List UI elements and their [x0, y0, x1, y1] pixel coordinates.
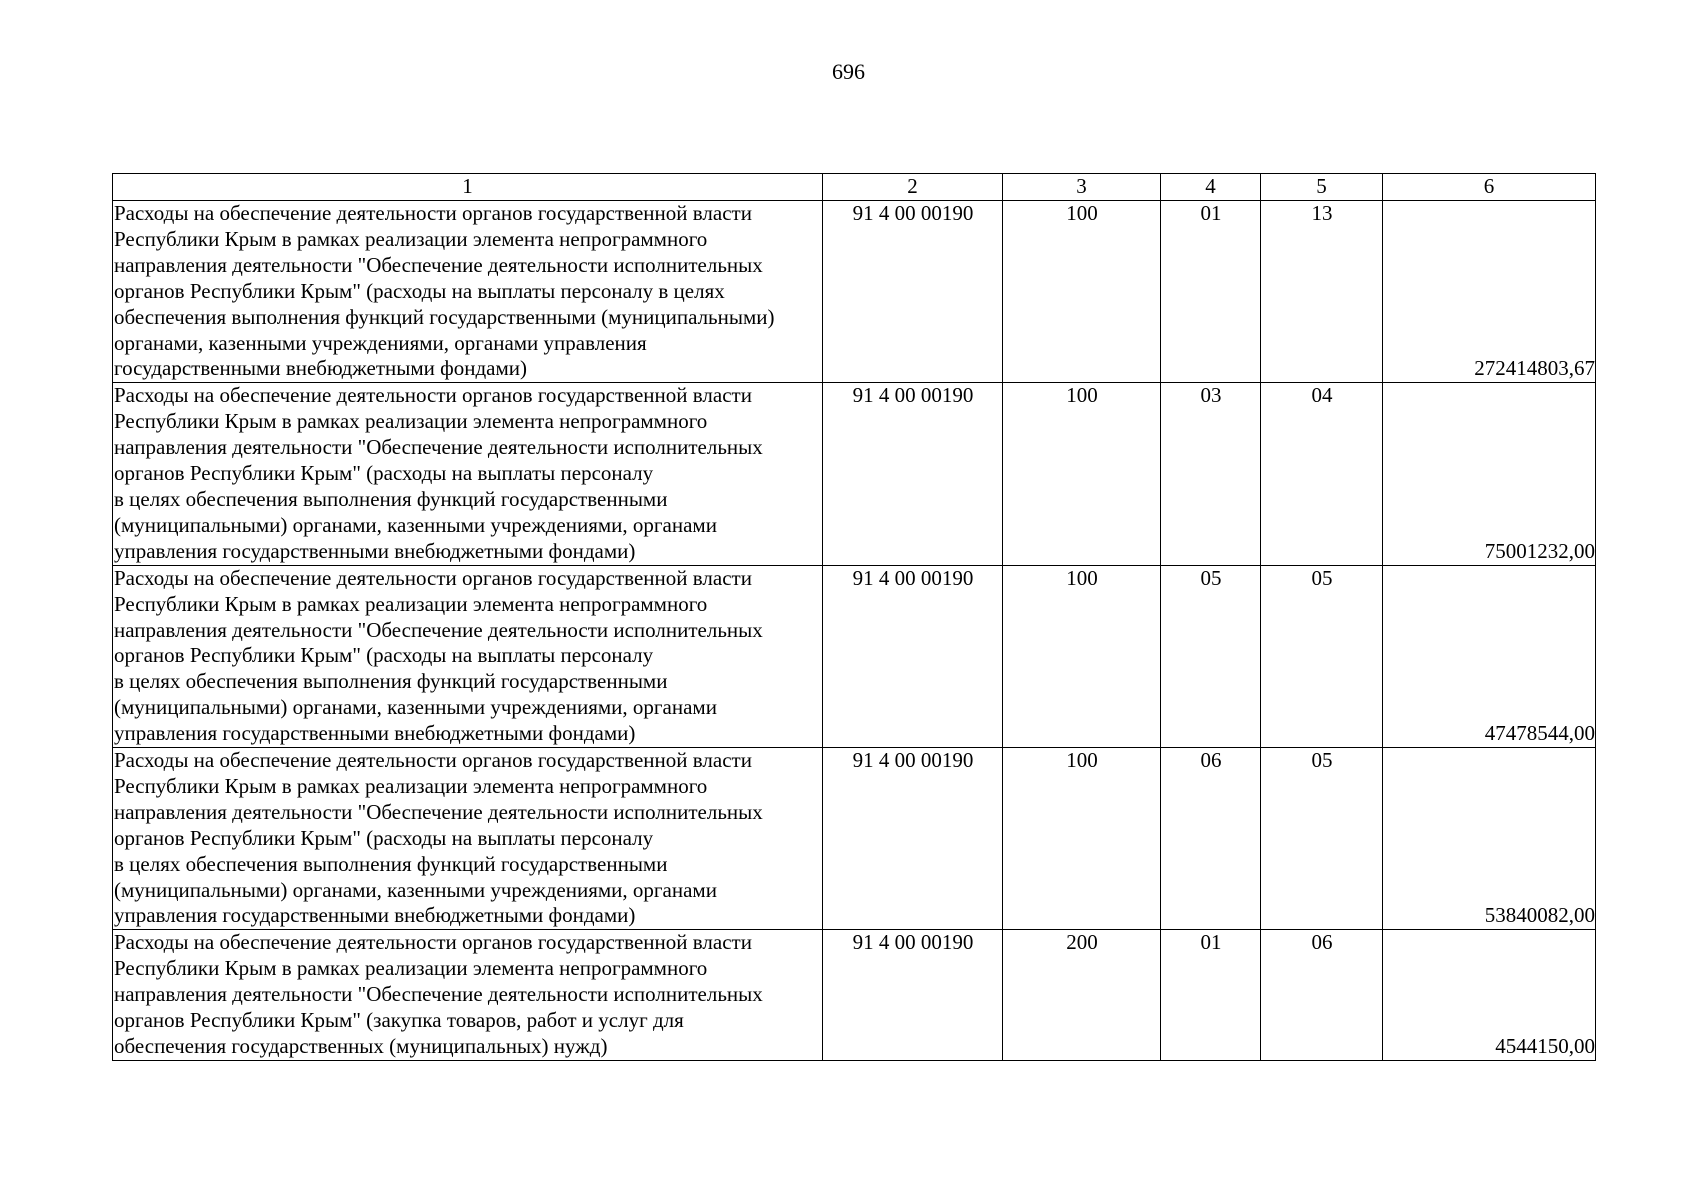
- row-description: Расходы на обеспечение деятельности органов государственной власти Республики Крым в рамках реализации элемента непрограммного направления деятельности "Обеспечение деятельности исполнительных органов Республики Крым" (расходы на выплаты персоналу в целях обеспечения выполнения функций государственными (муниципальными) органами, казенными учреждениями, органами управления государственными внебюджетными фондами): [113, 201, 823, 383]
- row-section: 06: [1161, 748, 1261, 930]
- budget-table: [112, 173, 1596, 1061]
- table-header-row: [113, 174, 1596, 201]
- column-header: 6: [1383, 174, 1596, 201]
- row-amount: 53840082,00: [1383, 748, 1596, 930]
- column-header: 1: [113, 174, 823, 201]
- row-expense-type: 200: [1003, 930, 1161, 1061]
- row-amount: 272414803,67: [1383, 201, 1596, 383]
- row-expense-type: 100: [1003, 748, 1161, 930]
- row-amount: 47478544,00: [1383, 565, 1596, 747]
- table-row: [113, 748, 1596, 930]
- row-section: 05: [1161, 565, 1261, 747]
- page-number: 696: [832, 59, 865, 84]
- table-row: [113, 383, 1596, 565]
- row-amount: 4544150,00: [1383, 930, 1596, 1061]
- row-section: 01: [1161, 930, 1261, 1061]
- row-target-article: 91 4 00 00190: [823, 930, 1003, 1061]
- row-target-article: 91 4 00 00190: [823, 748, 1003, 930]
- row-description: Расходы на обеспечение деятельности органов государственной власти Республики Крым в рамках реализации элемента непрограммного направления деятельности "Обеспечение деятельности исполнительных органов Республики Крым" (расходы на выплаты персоналу в целях обеспечения выполнения функций государственными (муниципальными) органами, казенными учреждениями, органами управления государственными внебюджетными фондами): [113, 565, 823, 747]
- column-header: 3: [1003, 174, 1161, 201]
- row-subsection: 13: [1261, 201, 1383, 383]
- row-target-article: 91 4 00 00190: [823, 383, 1003, 565]
- row-expense-type: 100: [1003, 201, 1161, 383]
- row-description: Расходы на обеспечение деятельности органов государственной власти Республики Крым в рамках реализации элемента непрограммного направления деятельности "Обеспечение деятельности исполнительных органов Республики Крым" (закупка товаров, работ и услуг для обеспечения государственных (муниципальных) нужд): [113, 930, 823, 1061]
- row-section: 01: [1161, 201, 1261, 383]
- table-row: [113, 930, 1596, 1061]
- column-header: 2: [823, 174, 1003, 201]
- row-expense-type: 100: [1003, 383, 1161, 565]
- table-row: [113, 201, 1596, 383]
- row-target-article: 91 4 00 00190: [823, 565, 1003, 747]
- row-expense-type: 100: [1003, 565, 1161, 747]
- row-subsection: 05: [1261, 748, 1383, 930]
- row-amount: 75001232,00: [1383, 383, 1596, 565]
- row-subsection: 05: [1261, 565, 1383, 747]
- column-header: 4: [1161, 174, 1261, 201]
- row-description: Расходы на обеспечение деятельности органов государственной власти Республики Крым в рамках реализации элемента непрограммного направления деятельности "Обеспечение деятельности исполнительных органов Республики Крым" (расходы на выплаты персоналу в целях обеспечения выполнения функций государственными (муниципальными) органами, казенными учреждениями, органами управления государственными внебюджетными фондами): [113, 748, 823, 930]
- row-target-article: 91 4 00 00190: [823, 201, 1003, 383]
- column-header: 5: [1261, 174, 1383, 201]
- row-description: Расходы на обеспечение деятельности органов государственной власти Республики Крым в рамках реализации элемента непрограммного направления деятельности "Обеспечение деятельности исполнительных органов Республики Крым" (расходы на выплаты персоналу в целях обеспечения выполнения функций государственными (муниципальными) органами, казенными учреждениями, органами управления государственными внебюджетными фондами): [113, 383, 823, 565]
- row-subsection: 04: [1261, 383, 1383, 565]
- row-subsection: 06: [1261, 930, 1383, 1061]
- table-row: [113, 565, 1596, 747]
- row-section: 03: [1161, 383, 1261, 565]
